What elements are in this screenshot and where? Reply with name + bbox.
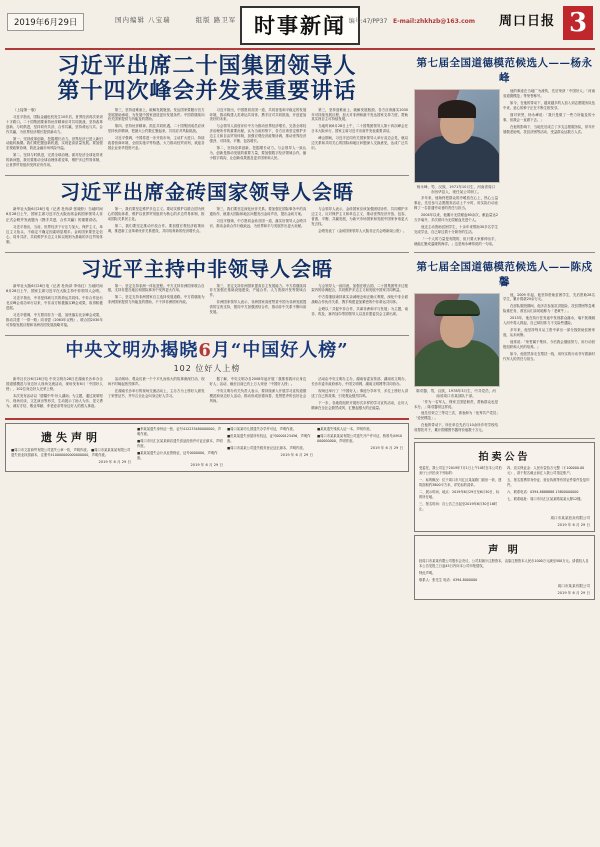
editor-credit: 国内编辑 八宝瑞 <box>115 16 171 24</box>
statement-title: 声 明 <box>488 544 521 556</box>
feature2-para: 多年来，他坚持每月从工资中拿出一部分钱资助贫困家庭，从未间断。 <box>503 328 595 338</box>
article1-col2 <box>108 108 205 152</box>
layout-credit: 组版 路卫军 <box>195 16 237 24</box>
auction-para: 二、展示时间、地点：2019年6月29日至6月30日，标的所在地。 <box>419 489 500 499</box>
article4-col1 <box>6 377 103 409</box>
article2-para: 习近平强调，中方愿同金砖各国一道，落实好领导人会晤共识，推动金砖合作行稳致远，为世界和平与发展作出更大贡献。 <box>209 219 307 228</box>
article3-col2 <box>108 284 205 306</box>
article4-para: 本次发布活动以「德耀中华·好人湖南」为主题，通过视频短片、现场访谈、文艺演出等形式，生动展示了助人为乐、见义勇为、诚实守信、敬业奉献、孝老爱亲等身边好人的感人事迹。 <box>6 394 103 408</box>
feature1-col2 <box>503 89 595 135</box>
feature2-col1 <box>414 400 498 434</box>
masthead <box>5 4 595 50</box>
article1-dateline: （上接第一版） <box>13 107 39 112</box>
feature2-title: 第七届全国道德模范候选人——陈戍馨 <box>416 260 593 288</box>
divider-r2 <box>414 438 595 439</box>
article3-columns <box>6 284 408 330</box>
loss-col2-date: 2019 年 6 月 29 日 <box>280 452 313 457</box>
feature2-para: 他常说：「荣誉属于集体，今后我会继续努力，用行动回报组织和人民的培养。」 <box>503 340 595 349</box>
feature-moral-model-2 <box>414 256 595 436</box>
article1-para: 与会领导人高度评价中方为推动世界经济增长、完善全球经济治理所作的重要贡献，认为当前形势下，各方应该坚定维护多边主义和自由贸易体制，加强宏观经济政策协调，推动世界经济强劲、可持续、平衡、包容增长。 <box>209 124 307 144</box>
article3-para: 中方将继续秉持真实亲诚理念和正确义利观，深化中非全面战略合作伙伴关系，携手构建更加紧密的中非命运共同体。 <box>311 295 408 305</box>
article2-para: 与会领导人表示，金砖国家应该加强团结协作，共同维护多边主义，反对保护主义和单边主义，推动世界经济开放、包容、普惠、平衡、共赢发展，为新兴市场国家和发展中国家争取更大发言权。 <box>311 207 408 226</box>
article1-para: 习近平强调，中国将进一步开放市场、主动扩大进口、持续改善营商环境、全面实施平等待遇、大力推动经贸谈判，欢迎各国企业来华投资兴业。 <box>107 136 205 151</box>
auction-para: 五、报名需携带身份证、营业执照等有效证件原件及复印件。 <box>507 478 590 487</box>
feature1-para: 他的事迹在当地广为流传，先后荣获「中国好人」「河南省道德模范」等荣誉称号。 <box>503 89 595 98</box>
article3-para: 与会领导人一致同意，加强在联合国、二十国集团等多边框架内的协调配合，共同维护多边主义和发展中国家共同利益。 <box>311 283 408 293</box>
article3-para: 第二，坚定支持非洲国家自主选择发展道路。中方将继续为非洲国家提供力所能及的帮助，不干涉非洲国家内政。 <box>107 295 205 305</box>
right-column <box>414 52 595 847</box>
article1-col4 <box>311 108 408 152</box>
auction-para: 六、联系电话：0394-8888888 13800000000 <box>507 489 579 494</box>
article4-para: 活动现场，观众们被一个个平凡而伟大的故事深深打动，现场不时响起热烈掌声。 <box>107 377 205 387</box>
feature1-title: 第七届全国道德模范候选人——杨永峰 <box>416 57 593 84</box>
feature1-portrait <box>414 89 500 183</box>
auction-sign-company: 周口市某某拍卖有限公司 <box>550 515 590 520</box>
email-code: 编号:47/PP37 <box>348 18 388 25</box>
article4-para: 在湖南长沙举行的现场交流活动上，主办方为上榜好人颁发了荣誉证书，并号召全社会向身边好人学习。 <box>107 389 205 399</box>
article3-para: 非洲国家领导人表示，非洲国家高度赞赏中国为非洲发展提供的宝贵支持，愿同中方加强团结合作，推动非中关系不断向前发展。 <box>209 300 307 315</box>
article2-headline: 习近平出席金砖国家领导人会晤 <box>60 180 354 205</box>
article4-para: 中央文明办有关负责人表示，要持续深入开展学习宣传道德模范和身边好人活动，推动形成崇德向善、见贤思齐的良好社会风尚。 <box>209 389 307 403</box>
article3-col4 <box>311 284 408 318</box>
feature2-para: 2013年，他在执行任务途中发现群众落水，毫不犹豫跳入河中将人救起，自己却因体力不支险些遇险。 <box>503 316 595 326</box>
loss-col3-date: 2019 年 6 月 29 日 <box>370 445 403 450</box>
auction-para: 三、报名时间：自公告之日起至2019年6月30日16时止。 <box>419 501 498 511</box>
feature-moral-model-1 <box>414 52 595 249</box>
feature1-para: 他还主动资助贫困学生，十余年来帮助30多名学生完成学业，自己却过着十分简朴的生活。 <box>414 224 498 234</box>
article4-para: 据了解，中央文明办自2008年起开展「我推荐我评议身边好人」活动，截至目前已有上万人荣登「中国好人榜」。 <box>209 377 307 387</box>
article4-headline <box>6 341 408 362</box>
article1-col1 <box>6 108 103 169</box>
page-body <box>5 52 595 847</box>
feature1-para: 面对荣誉，杨永峰说：「我只是做了一些力所能及的小事，但我会一直做下去。」 <box>503 112 595 122</box>
feature2-para: 他先后荣立三等功三次，被表彰为「优秀共产党员」「爱民模范」。 <box>414 411 498 421</box>
article4-col2 <box>108 377 205 399</box>
loss-col1-date: 2019 年 6 月 29 日 <box>190 462 223 467</box>
feature2-para: 在他的带动下，所在单位先后与10余所乡村学校结成帮扶对子，累计捐赠图书器材价值数十万元。 <box>414 423 498 433</box>
article2-dateline: 新华社大阪6月28日电（记者 杜尚泽 张晓松）当地时间6月28日上午，国家主席习近平在大阪出席金砖国家领导人非正式会晤并发表题为《携手共进，合作共赢》的重要讲话。 <box>6 207 103 222</box>
auction-notice <box>414 442 595 532</box>
loss-notice-title: 遗失声明 <box>41 430 101 444</box>
article1-headline-line1: 习近平出席二十国集团领导人 <box>57 53 357 79</box>
article1-para: 第二，坚持与时俱进，完善全球治理。面对经济全球化带来的新问题，我们要推动全球治理体系变革，维护多边贸易体制，让世界贸易组织发挥应有作用。 <box>6 153 103 168</box>
article2-col3 <box>210 207 307 229</box>
statement-body <box>419 559 590 583</box>
feature1-para: 如今，在他的带动下，越来越多的人加入到志愿服务队伍中来，爱心的种子正在不断生根发芽。 <box>503 100 595 110</box>
feature2-col2 <box>503 293 595 362</box>
loss-item: ■周口市某某某某有限公司遗失开户许可证，核准号J4910000000000，声明作废。 <box>317 433 403 443</box>
article4-col4 <box>311 377 408 411</box>
feature2-para: 「作为一名军人，保家卫国是职责，帮助群众也是本分。」陈戍馨常这样说。 <box>414 399 498 409</box>
feature1-para: 「一个人的力量是有限的，但只要大家都伸出手，就能汇聚成温暖的海洋。」这是杨永峰常说的一句话。 <box>414 236 498 246</box>
statement-para: 经周口市某某有限公司股东会决议，公司拟减少注册资本，由原注册资本人民币1000万元减至500万元。请债权人自本公告见报之日起45日内向本公司申报债权。 <box>419 558 589 568</box>
article2-para: 习近平指出，当前，世界经济下行压力加大，保护主义、单边主义抬头，不稳定不确定因素明显增多。金砖国家要坚定信心、同舟共济，共同维护多边主义和以规则为基础的多边贸易体制。 <box>6 224 103 244</box>
article1-para: 习近平指出，中国愿同各国一道，共同营造和平稳定的发展环境，推动构建人类命运共同体，携手应对共同挑战，开创更加美好的未来。 <box>209 107 307 122</box>
contact-email <box>349 16 475 25</box>
auction-sign-date: 2019 年 6 月 29 日 <box>557 522 590 527</box>
article4-col3 <box>210 377 307 404</box>
loss-listing-col1 <box>137 427 223 468</box>
article3-para: 第一，坚定支持非洲一体化进程。中方支持非洲国家联合自强，支持非盟在地区和国际事务中发挥更大作用。 <box>107 283 205 293</box>
auction-title: 拍卖公告 <box>478 452 531 464</box>
article4-subheadline: 102 位好人上榜 <box>173 364 241 374</box>
page-number-badge: 3 <box>563 6 593 40</box>
left-column <box>5 52 409 847</box>
article4-headline-part2: 月“中国好人榜” <box>211 339 349 361</box>
feature2-para: 如今，他依然奔走在帮扶一线，用朴实的行动书写着新时代军人的责任与担当。 <box>503 351 595 361</box>
auction-col1 <box>419 466 502 512</box>
article3-col1 <box>6 284 103 328</box>
feature1-para: 在他的影响下，当地先后成立了多支志愿服务队，常年开展敬老助残、扶贫济困等活动，受益群众达数万人次。 <box>503 124 595 134</box>
article1-para: 峰会期间，习近平还同有关国家领导人举行双边会见，就双边关系和共同关心的国际和地区问题深入交换意见，达成广泛共识。 <box>311 136 408 151</box>
article3-para: 习近平指出，中非是休戚与共的命运共同体。中非合作论坛北京峰会成功举行以来，中非双方积极落实峰会成果，取得积极进展。 <box>6 295 103 310</box>
feature1-col1 <box>414 196 498 246</box>
divider-4 <box>5 418 409 420</box>
loss-notice-listings <box>137 427 403 468</box>
loss-item: ■某某遗失残疾人证一本，声明作废。 <box>317 426 373 431</box>
section-title: 时事新闻 <box>240 6 360 45</box>
portrait-hair <box>438 100 476 118</box>
article1-para: 第三，坚持迎难而上，破解发展瓶颈。发达国家要履行官方发展援助承诺，为发展中国家创造更好发展条件。中国将继续向有关国家提供力所能及的帮助。 <box>107 107 205 122</box>
loss-notice-text: ■周口市文富商贸有限公司遗失公章一枚，声明作废。 ■周口市某某某某有限公司遗失营业执照副本，注册号410000000000000000，声明作废。 <box>11 447 131 457</box>
article3-col3 <box>210 284 307 316</box>
article3-headline: 习近平主持中非领导人会晤 <box>81 256 333 281</box>
article1-headline-line2: 第十四次峰会并发表重要讲话 <box>57 78 357 105</box>
auction-para: 四、竞买保证金：人民币壹拾万元整（￥100000.00元），须于报名截止前汇入我公司指定账户。 <box>507 466 585 476</box>
feature2-para: 在部队服役期间，他多次参加抗洪抢险、扶贫帮困等急难险重任务，被官兵们亲切地称为「老黄牛」。 <box>503 304 595 314</box>
publication-date: 2019年6月29日 <box>7 13 84 31</box>
article2-columns <box>6 207 408 246</box>
statement-notice <box>414 535 595 601</box>
masthead-credits <box>115 15 258 24</box>
article1-columns <box>6 108 408 171</box>
article2-col1 <box>6 207 103 244</box>
feature2-caption: 陈戍馨，男，汉族，1978年3月生，中共党员，河南省周口市某部队干部。 <box>416 388 496 398</box>
divider-r1 <box>414 252 595 253</box>
auction-para: 七、联系地址：周口市川汇区某某路某某大厦12楼。 <box>507 496 584 501</box>
article-china-africa-meeting <box>5 256 409 332</box>
article1-para: 第二，坚持改革创新，挖掘增长动力。与会领导人一致认为，创新是推动发展的重要力量，要加强数字经济领域合作，缩小数字鸿沟，让创新成果惠及更多国家和人民。 <box>209 146 307 161</box>
statement-para: 特此声明。 <box>419 570 436 575</box>
statement-sign-date: 2019 年 6 月 29 日 <box>557 591 590 596</box>
article4-columns <box>6 377 408 413</box>
article1-para: 习近平指出，国际金融危机发生10年后，世界经济再次来到十字路口。二十国集团要秉持伙伴精神应对共同挑战，坚持改革创新、与时俱进，坚持同舟共济、合作共赢，坚持命运与共、合作共赢，为世界经济增长提供新动力。 <box>6 114 103 134</box>
loss-item: ■周口市川汇区某某商店遗失食品经营许可证正副本，声明作废。 <box>137 438 223 448</box>
article1-para: 第一，坚持改革创新，挖掘增长动力。世界经济已进入新旧动能转换期。我们要把握创新机遇，实现更高质量发展。要加强宏观政策协调，防范金融市场风险外溢。 <box>6 136 103 151</box>
article3-dateline: 新华社大阪6月28日电（记者 杜尚泽 李伟红）当地时间6月28日上午，国家主席习近平在大阪主持中非领导人会晤。 <box>6 283 103 293</box>
loss-listing-col2 <box>227 427 313 458</box>
loss-item: ■某某某遗失会计从业资格证，证号0000000，声明作废。 <box>137 450 218 460</box>
auction-col2 <box>507 466 590 502</box>
article3-para: 会晤以「共促中非合作，共谋非洲和平与发展」为主题，南非、埃及、塞内加尔等国领导人以及非盟委员会主席出席。 <box>311 307 408 317</box>
article4-headline-part1: 中央文明办揭晓 <box>65 339 199 361</box>
loss-listing-col3 <box>317 427 403 451</box>
statement-para: 联系人：张先生 电话：0394-8000000 <box>419 577 478 582</box>
article4-para: 现场还举行了「中国好人」事迹分享环节，多位上榜好人讲述了自己的故事，引发观众强烈共鸣。 <box>311 389 408 399</box>
article-g20-summit <box>5 52 409 172</box>
article4-para: 下一步，各地将组织开展形式多样的学习宣传活动，让好人精神在全社会蔚然成风，汇聚起强大的正能量。 <box>311 401 408 410</box>
loss-item: ■李某某遗失身份证一张，证号412233480000000，声明作废。 <box>137 426 222 436</box>
article2-col2 <box>108 207 205 234</box>
loss-notices-section <box>5 423 409 472</box>
loss-notice-date: 2019 年 6 月 29 日 <box>98 459 131 464</box>
divider-2 <box>5 252 409 253</box>
loss-notice-main <box>11 427 131 468</box>
auction-para: 受委托，我公司定于2019年7月1日上午10时在本公司拍卖厅公开拍卖下列标的： <box>419 466 502 476</box>
auction-para: 一、标的概况：位于周口市川汇区某某路门面房一套，建筑面积约3800平方米，详见标的清单。 <box>419 478 502 487</box>
article1-para: 当地时间6月28日上午，二十国集团领导人第十四次峰会在日本大阪举行，国家主席习近平出席并发表重要讲话。 <box>311 124 408 134</box>
article1-col3 <box>210 108 307 161</box>
loss-item: ■田某某遗失房屋所有权证，证号0000123456，声明作废。 <box>227 433 311 443</box>
statement-sign-company: 周口市某某有限公司 <box>557 584 590 589</box>
feature1-caption: 杨永峰，男，汉族，1971年10月生，河南省周口市西华县人，现任某公司职工。 <box>416 185 496 195</box>
article2-para: 第一，我们要坚定维护多边主义。要切实维护以联合国为核心的国际体系，维护以世界贸易组织为核心的多边贸易体制，推动国际关系民主化。 <box>107 207 205 222</box>
feature1-para: 多年来，他始终把群众的冷暖放在心上，热心公益事业，先后参与志愿服务活动上千小时，用实际行动诠释了一名普通劳动者的责任与担当。 <box>414 196 498 210</box>
article1-para: 第三，坚持迎难而上，破解发展瓶颈。各方应该落实2030年可持续发展议程，加大对非洲和最不发达国家支持力度，帮助其实现自主可持续发展。 <box>311 107 408 122</box>
feature1-para: 2004年以来，他累计无偿献血60余次，献血量达2万多毫升，多次被评为无偿献血先进个人。 <box>414 212 498 222</box>
article2-para: 第二，我们要坚定推动开放合作。要加强宏观经济政策协调，推进新工业革命伙伴关系建设，共同培育新的经济增长点。 <box>107 223 205 233</box>
article2-para: 会晤发表了《金砖国家领导人大阪非正式会晤新闻公报》。 <box>318 228 407 233</box>
loss-item: ■周口市某某公司遗失税务登记证正副本，声明作废。 <box>227 445 306 450</box>
article2-para: 第三，我们要坚定深化伙伴关系。要加强在国际事务中的沟通协作，就重大国际和地区问题发出金砖声音，提出金砖方案。 <box>209 207 307 217</box>
feature2-portrait <box>414 293 500 387</box>
divider-1 <box>5 175 409 176</box>
article1-para: 第四，坚持伙伴精神，抓住共同机遇。二十国集团成员应该坚持伙伴精神，把最大公约数汇聚起来，共同应对风险挑战。 <box>107 124 205 134</box>
military-cap-icon <box>434 300 480 316</box>
email-label: E-mail:zhkhzb@163.com <box>393 18 475 25</box>
article4-para: 活动由中央文明办主办，湖南省委宣传部、湖南省文明办、长沙市委市政府承办，中国文明网、湖南文明网等共同协办。 <box>311 377 408 387</box>
feature2-para: 他，2009 年起，他坚持资助贫困学生，先后资助28名学生，累计捐款20余万元。 <box>503 292 595 302</box>
article3-para: 习近平强调，中方愿同非方一道，加快落实北京峰会成果，推动共建「一带一路」同非盟《2063年议程》、联合国2030年可持续发展议程和非洲各国发展战略对接。 <box>6 312 103 327</box>
article-brics-meeting <box>5 179 409 248</box>
newspaper-brand: 周口日报 <box>498 14 555 29</box>
divider-3 <box>5 335 409 336</box>
article4-headline-month: 6 <box>198 339 212 361</box>
loss-item: ■周口某某幼儿园遗失办学许可证，声明作废。 <box>227 426 297 431</box>
article4-para: 新华社长沙6月28日电 中央文明办28日在湖南长沙举办全国道德模范与身边好人现场交流活动，现场发布6月「中国好人榜」，102位身边好人光荣上榜。 <box>6 377 103 392</box>
article-china-good-people <box>5 339 409 415</box>
article3-para: 第三，坚定支持非洲国家提高自主发展能力。中方将继续同非方加强在基础设施建设、产能合作、人力资源开发等领域合作。 <box>209 283 307 298</box>
article2-col4 <box>311 207 408 234</box>
